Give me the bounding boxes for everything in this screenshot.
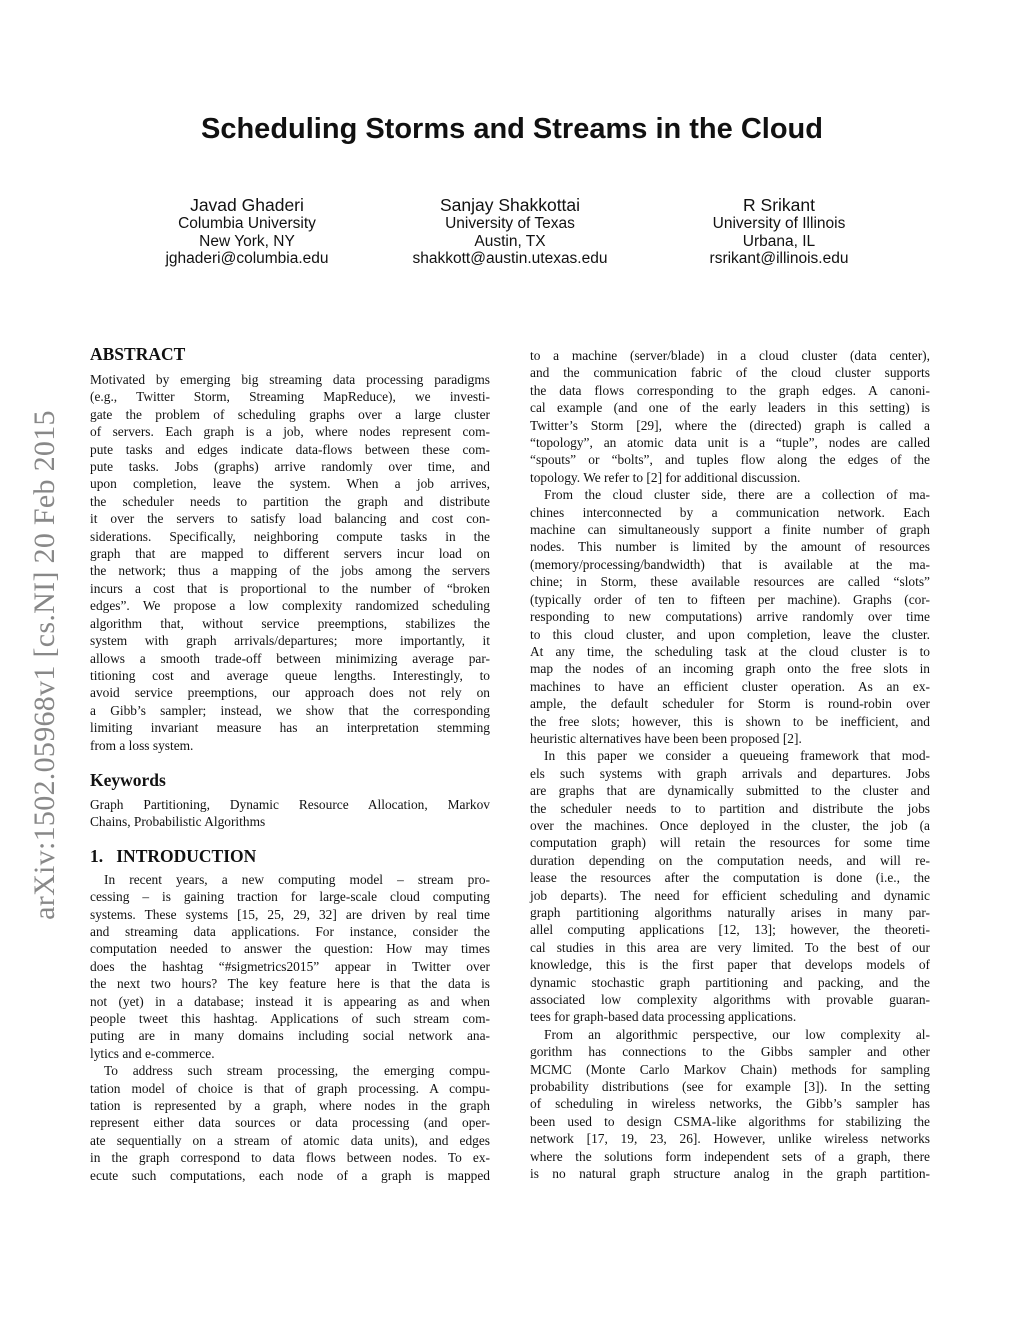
right-column (530, 347, 930, 1183)
body-line: MCMC (Monte Carlo Markov Chain) methods for sampling (530, 1061, 930, 1077)
intro-paragraph-2 (90, 1062, 490, 1184)
abstract-line: a Gibb’s sampler; instead, we show that the corresponding (90, 702, 490, 718)
body-line: where the solutions form independent sets of a graph, there (530, 1148, 930, 1164)
intro-line: To address such stream processing, the emerging compu- (104, 1063, 490, 1079)
arxiv-identifier: arXiv:1502.05968v1 [cs.NI] 20 Feb 2015 (28, 410, 61, 920)
author-email[interactable]: rsrikant@illinois.edu (709, 250, 849, 267)
body-line: (typically order of ten to fifteen per machine). Graphs (cor- (530, 591, 930, 607)
abstract-line: incurs a cost that is proportional to the number of “broken (90, 580, 490, 596)
body-line: duration depending on the computation needs, and will re- (530, 852, 930, 868)
intro-line: does the hashtag “#sigmetrics2015” appear in Twitter over (90, 958, 490, 974)
body-line: to this cloud cluster, and upon completion, leave the cluster. (530, 626, 930, 642)
intro-line: computation needed to answer the question: How may times (90, 941, 490, 957)
body-line: lease the resources after the computation is done (i.e., the (530, 870, 930, 886)
body-line: been used to design CSMA-like algorithms for stabilizing the (530, 1113, 930, 1129)
abstract-line: (e.g., Twitter Storm, Streaming MapReduce), we investi- (90, 389, 490, 405)
body-line: machines to have an efficient cluster operation. As an ex- (530, 678, 930, 694)
intro-line: ate sequentially on a stream of atomic data units), and edges (90, 1132, 490, 1148)
arxiv-sidebar (20, 370, 70, 960)
intro-paragraph-1 (90, 871, 490, 1062)
body-line: gorithm has connections to the Gibbs sampler and other (530, 1044, 930, 1060)
body-line: is no natural graph structure analog in the graph partition- (530, 1166, 930, 1182)
author-location: Urbana, IL (742, 232, 816, 250)
author-location: New York, NY (199, 232, 295, 250)
body-line: chines interconnected by a communication network. Each (530, 504, 930, 520)
author-location: Austin, TX (474, 232, 546, 250)
body-line: job departs). The need for efficient scheduling and dynamic (530, 887, 930, 903)
body-line: computation graph) will retain the resources for some time (530, 835, 930, 851)
body-line: From an algorithmic perspective, our low complexity al- (544, 1026, 930, 1042)
abstract-line: allows a smooth trade-off between minimizing average par- (90, 650, 490, 666)
abstract-line: edges”. We propose a low complexity randomized scheduling (90, 598, 490, 614)
abstract-line: it over the servers to satisfy load balancing and cost con- (90, 511, 490, 527)
abstract-line: algorithm that, without service preemptions, stabilizes the (90, 615, 490, 631)
intro-line: systems. These systems [15, 25, 29, 32] are driven by real time (90, 906, 490, 922)
body-line: els such systems with graph arrivals and departures. Jobs (530, 765, 930, 781)
body-line: In this paper we consider a queueing framework that mod- (544, 748, 930, 764)
paper-title: Scheduling Storms and Streams in the Cloud (201, 113, 823, 145)
body-line: At any time, the scheduling task at the cloud cluster is to (530, 643, 930, 659)
introduction-heading: 1. INTRODUCTION (90, 845, 257, 866)
body-line: cal studies in this area are very limited. To the best of our (530, 939, 930, 955)
intro-line: the next two hours? The key feature here is that the data is (90, 976, 490, 992)
abstract-line: graph that are mapped to different servers incur load on (90, 546, 490, 562)
body-line: allel computing applications [12, 13]; however, the theoreti- (530, 922, 930, 938)
abstract-line: limiting invariant measure has an interpretation stemming (90, 720, 490, 736)
intro-line: tation model of choice is that of graph processing. A compu- (90, 1080, 490, 1096)
body-line: are graphs that are dynamically submitted to the cluster and (530, 783, 930, 799)
body-line: heuristic alternatives have been been proposed [2]. (530, 730, 802, 746)
body-line: knowledge, this is the first paper that develops models of (530, 957, 930, 973)
body-line: over the machines. Once deployed in the cluster, the job (a (530, 817, 930, 833)
body-line: responding to new computations) arrive randomly over time (530, 609, 930, 625)
body-line: nodes. This number is limited by the amount of resources (530, 539, 930, 555)
intro-line: cessing – is gaining traction for large-scale cloud computing (90, 889, 490, 905)
body-line: probability distributions (see for example [3]). In the setting (530, 1079, 930, 1095)
intro-line: not (yet) in a database; instead it is appearing as and when (90, 993, 490, 1009)
abstract-line: avoid service preemptions, our approach does not rely on (90, 685, 490, 701)
abstract-line: siderations. Specifically, neighboring compute tasks in the (90, 528, 490, 544)
abstract-line: titioning cost and average queue lengths. Interestingly, to (90, 667, 490, 683)
abstract-line: from a loss system. (90, 737, 194, 753)
body-line: tees for graph-based data processing applications. (530, 1009, 797, 1025)
author-affiliation: University of Texas (445, 215, 575, 232)
abstract-line: upon completion, leave the system. When a job arrives, (90, 476, 490, 492)
body-line: chine; in Storm, these available resources are called “slots” (530, 574, 930, 590)
body-line: machine can simultaneously support a finite number of graph (530, 522, 930, 538)
body-line: (memory/processing/bandwidth) that is available at the ma- (530, 556, 930, 572)
author-name: R Srikant (743, 195, 815, 215)
body-line: of scheduling in wireless networks, the Gibb’s sampler has (530, 1096, 930, 1112)
right-paragraph-4 (530, 1026, 930, 1183)
keywords-line: Graph Partitioning, Dynamic Resource Allocation, Markov (90, 796, 490, 812)
author-3 (629, 195, 929, 268)
abstract-line: system with graph arrivals/departures; more importantly, it (90, 633, 490, 649)
body-line: “topology”, an atomic data unit is a “tuple”, nodes are called (530, 435, 930, 451)
body-line: topology. We refer to [2] for additional discussion. (530, 469, 801, 485)
author-affiliation: University of Illinois (712, 215, 846, 232)
body-line: “spouts” or “bolts”, and tuples flow along the edges of the (530, 452, 930, 468)
abstract-line: pute tasks. Jobs (graphs) arrive randomly over time, and (90, 459, 490, 475)
body-line: graph partitioning algorithms naturally arises in many par- (530, 905, 930, 920)
intro-line: represent either data sources or data processing (and oper- (90, 1115, 490, 1131)
body-line: map the nodes of an incoming graph onto the free slots in (530, 661, 930, 677)
right-paragraph-2 (530, 486, 930, 747)
body-line: dynamic stochastic graph partitioning and packing, and the (530, 974, 930, 990)
abstract-line: Motivated by emerging big streaming data processing paradigms (90, 372, 490, 387)
intro-line: ecute such computations, each node of a graph is mapped (90, 1167, 490, 1183)
abstract-line: the scheduler needs to partition the graph and distribute (90, 493, 490, 509)
body-line: cal example (and one of the early leaders in this setting) is (530, 400, 930, 416)
abstract-line: gate the problem of scheduling graphs over a large cluster (90, 406, 490, 422)
body-line: the data flows corresponding to the graph edges. A canoni- (530, 382, 930, 398)
keywords-body (90, 796, 490, 831)
body-line: the free slots; however, this is shown to be inefficient, and (530, 713, 930, 729)
author-name: Javad Ghaderi (190, 195, 304, 215)
author-name: Sanjay Shakkottai (439, 195, 581, 215)
abstract-body (90, 371, 490, 754)
author-email[interactable]: shakkott@austin.utexas.edu (412, 250, 608, 267)
body-line: Twitter’s Storm [29], where the (directed) graph is called a (530, 417, 930, 433)
body-line: From the cloud cluster side, there are a collection of ma- (544, 487, 930, 503)
author-email[interactable]: jghaderi@columbia.edu (165, 250, 329, 267)
intro-line: people tweet this hashtag. Applications of such stream com- (90, 1011, 490, 1026)
intro-line: In recent years, a new computing model – stream pro- (104, 871, 490, 887)
body-line: to a machine (server/blade) in a cloud cluster (data center), (530, 348, 930, 363)
body-line: and the communication fabric of the cloud cluster supports (530, 365, 930, 381)
intro-line: tation is represented by a graph, where nodes in the graph (90, 1098, 490, 1114)
intro-line: in the graph correspond to data flows between nodes. To ex- (90, 1150, 490, 1166)
body-line: ample, the default scheduler for Storm is round-robin over (530, 696, 930, 712)
right-paragraph-1 (530, 347, 930, 486)
body-line: associated low complexity algorithms with provable guaran- (530, 992, 930, 1008)
author-2 (360, 195, 660, 268)
intro-line: and streaming data applications. For instance, consider the (90, 923, 490, 939)
intro-line: lytics and e-commerce. (90, 1045, 215, 1061)
body-line: network [17, 19, 23, 26]. However, unlike wireless networks (530, 1131, 930, 1147)
keywords-heading: Keywords (90, 769, 166, 790)
abstract-line: the network; thus a mapping of the jobs among the servers (90, 563, 490, 579)
abstract-line: pute tasks and edges indicate data-flows between these com- (90, 441, 490, 457)
author-1 (97, 195, 397, 268)
author-affiliation: Columbia University (178, 215, 316, 232)
left-column (90, 343, 490, 1184)
keywords-line: Chains, Probabilistic Algorithms (90, 814, 266, 830)
abstract-line: of servers. Each graph is a job, where nodes represent com- (90, 424, 490, 440)
abstract-heading: ABSTRACT (90, 344, 186, 364)
right-paragraph-3 (530, 747, 930, 1026)
body-line: the scheduler needs to to partition and distribute the jobs (530, 800, 930, 816)
intro-line: puting are in many domains including social network ana- (90, 1028, 490, 1044)
